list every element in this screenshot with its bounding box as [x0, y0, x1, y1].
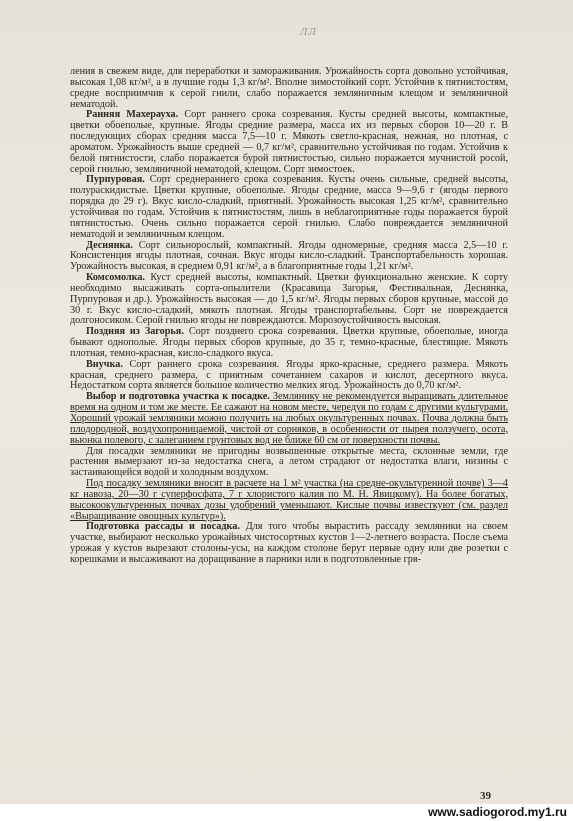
paragraph-5: [70, 327, 508, 360]
paragraph-text-underlined: Землянику не рекомендуется выращивать длительное время на одном и том же месте. Ее сажают на новом месте, чередуя по годам с другими культурами. Хороший урожай земляники можно получить на любых окультуренных почвах. Почва должна быть плодородной, воздухопроницаемой, чистой от сорняков, в особенности от пырея ползучего, осота, вьюнка полевого, с залеганием грунтовых вод не ближе 60 см от поверхности почвы.: [70, 391, 508, 446]
paragraph-3: [70, 241, 508, 274]
header-pencil-mark: ЛЛ: [300, 26, 317, 38]
paragraph-0: [70, 67, 508, 110]
paragraph-2: [70, 175, 508, 240]
paragraph-7: [70, 392, 508, 446]
paragraph-title: Комсомолка.: [86, 272, 145, 284]
paragraph-8: [70, 447, 508, 480]
paragraph-text: Сорт сильнорослый, компактный. Ягоды одномерные, средняя масса 2,5—10 г. Консистенция ягоды плотная, сочная. Вкус ягоды кисло-сладкий. Транспортабельность хорошая. Урожайность высокая, в среднем 0,91 кг/м², а в благоприятные годы 1,21 кг/м².: [70, 239, 508, 273]
paragraph-text: Сорт среднераннего срока созревания. Кусты очень сильные, средней высоты, полураскидистые. Цветки крупные, обоеполые. Ягоды средние, масса 9—9,6 г (ягоды первого порядка до 29 г). Вкус кисло-сладкий, приятный. Урожайность высокая 1,25 кг/м², сравнительно устойчивая по годам. Устойчив к пятнистостям, лишь в неблагоприятные годы поражается бурой пятнистостью. Очень сильно поражается серой гнилью. Слабо повреждается земляничной нематодой и земляничным клещом.: [70, 174, 508, 240]
page-number: 39: [480, 790, 491, 802]
paragraph-text: Сорт раннего срока созревания. Ягоды ярко-красные, среднего размера. Мякоть красная, среднего размера, с приятным сочетанием сахаров и кислот, десертного вкуса. Недостатком сорта является большое количество мелких ягод. Урожайность до 0,70 кг/м².: [70, 358, 508, 392]
paragraph-text: Для посадки земляники не пригодны возвышенные открытые места, склонные земли, где растения вымерзают из-за недостатка снега, а летом страдают от недостатка влаги, низины с застаивающейся водой и холодным воздухом.: [70, 445, 508, 479]
paragraph-title: Пурпуровая.: [86, 174, 145, 186]
paragraph-text: Куст средней высоты, компактный. Цветки функционально женские. К сорту необходимо высаживать сорта-опылители (Красавица Загорья, Фестивальная, Деснянка, Пурпуровая и др.). Урожайность высокая — до 1,5 кг/м². Ягоды первых сборов крупные, массой до 30 г. Вкус кисло-сладкий, мякоть плотная. Ягоды транспортабельны. Сорт не повреждается долгоносиком. Серой гнилью ягоды не повреждаются. Морозоустойчивость высокая.: [70, 272, 508, 327]
paragraph-9: [70, 479, 508, 522]
paragraph-title: Подготовка рассады и посадка.: [86, 521, 240, 533]
paragraph-text: Сорт раннего срока созревания. Кусты средней высоты, компактные, цветки обоеполые, крупные. Ягоды средние размера, масса их из первых сборов 10—20 г. В последующих сборах средняя масса 7,5—10 г. Мякоть светло-красная, нежная, но плотная, с ароматом. Урожайность выше средней — 0,7 кг/м², сравнительно устойчивая по годам. Устойчив к белой пятнистости, слабо поражается бурой пятнистостью, сильно поражается мучнистой росой, серой гнилью, земляничной нематодой, клещом. Сорт зимостоек.: [70, 109, 508, 175]
paragraph-text: ления в свежем виде, для переработки и замораживания. Урожайность сорта довольно устойчивая, высокая 1,08 кг/м², а в лучшие годы 1,3 кг/м². Вполне зимостойкий сорт. Устойчив к пятнистостям, средне восприимчив к серой гнили, слабо поражается земляничным клещом и земляничной нематодой.: [70, 66, 508, 110]
paragraph-text: Для того чтобы вырастить рассаду земляники на своем участке, выбирают несколько урожайных чистосортных кустов 1—2-летнего возраста. После съема урожая у кустов вырезают столоны-усы, на каждом столоне берут первые одну или две розетки с корешками и высаживают на доращивание в парники или в подготовленные гря-: [70, 521, 508, 565]
paragraph-title: Деснянка.: [86, 239, 133, 251]
paragraph-text-underlined: Под посадку земляники вносят в расчете на 1 м² участка (на средне-окультуренной почве) 3—4 кг навоза, 20—30 г суперфосфата, 7 г хлористого калия по М. Н. Явицкому). На более богатых, высокоокультуренных почвах дозы удобрений уменьшают. Кислые почвы известкуют (см. раздел «Выращивание овощных культур»).: [70, 478, 508, 522]
paragraph-text: Сорт позднего срока созревания. Цветки крупные, обоеполые, иногда бывают однополые. Ягоды первых сборов крупные, до 35 г, темно-красные, блестящие. Мякоть плотная, темно-красная, кисло-сладкого вкуса.: [70, 326, 508, 359]
paragraph-6: [70, 360, 508, 393]
paragraph-1: [70, 110, 508, 175]
paragraph-4: [70, 273, 508, 327]
page-body: [70, 67, 508, 566]
watermark-bar: [0, 804, 573, 821]
paragraph-10: [70, 522, 508, 565]
watermark-url: www.sadiogorod.my1.ru: [428, 805, 567, 819]
paragraph-title: Ранняя Махерауха.: [86, 109, 179, 121]
paragraph-title: Внучка.: [86, 358, 123, 370]
paragraph-title: Поздняя из Загорья.: [86, 326, 184, 338]
paragraph-title: Выбор и подготовка участка к посадке.: [86, 391, 270, 403]
